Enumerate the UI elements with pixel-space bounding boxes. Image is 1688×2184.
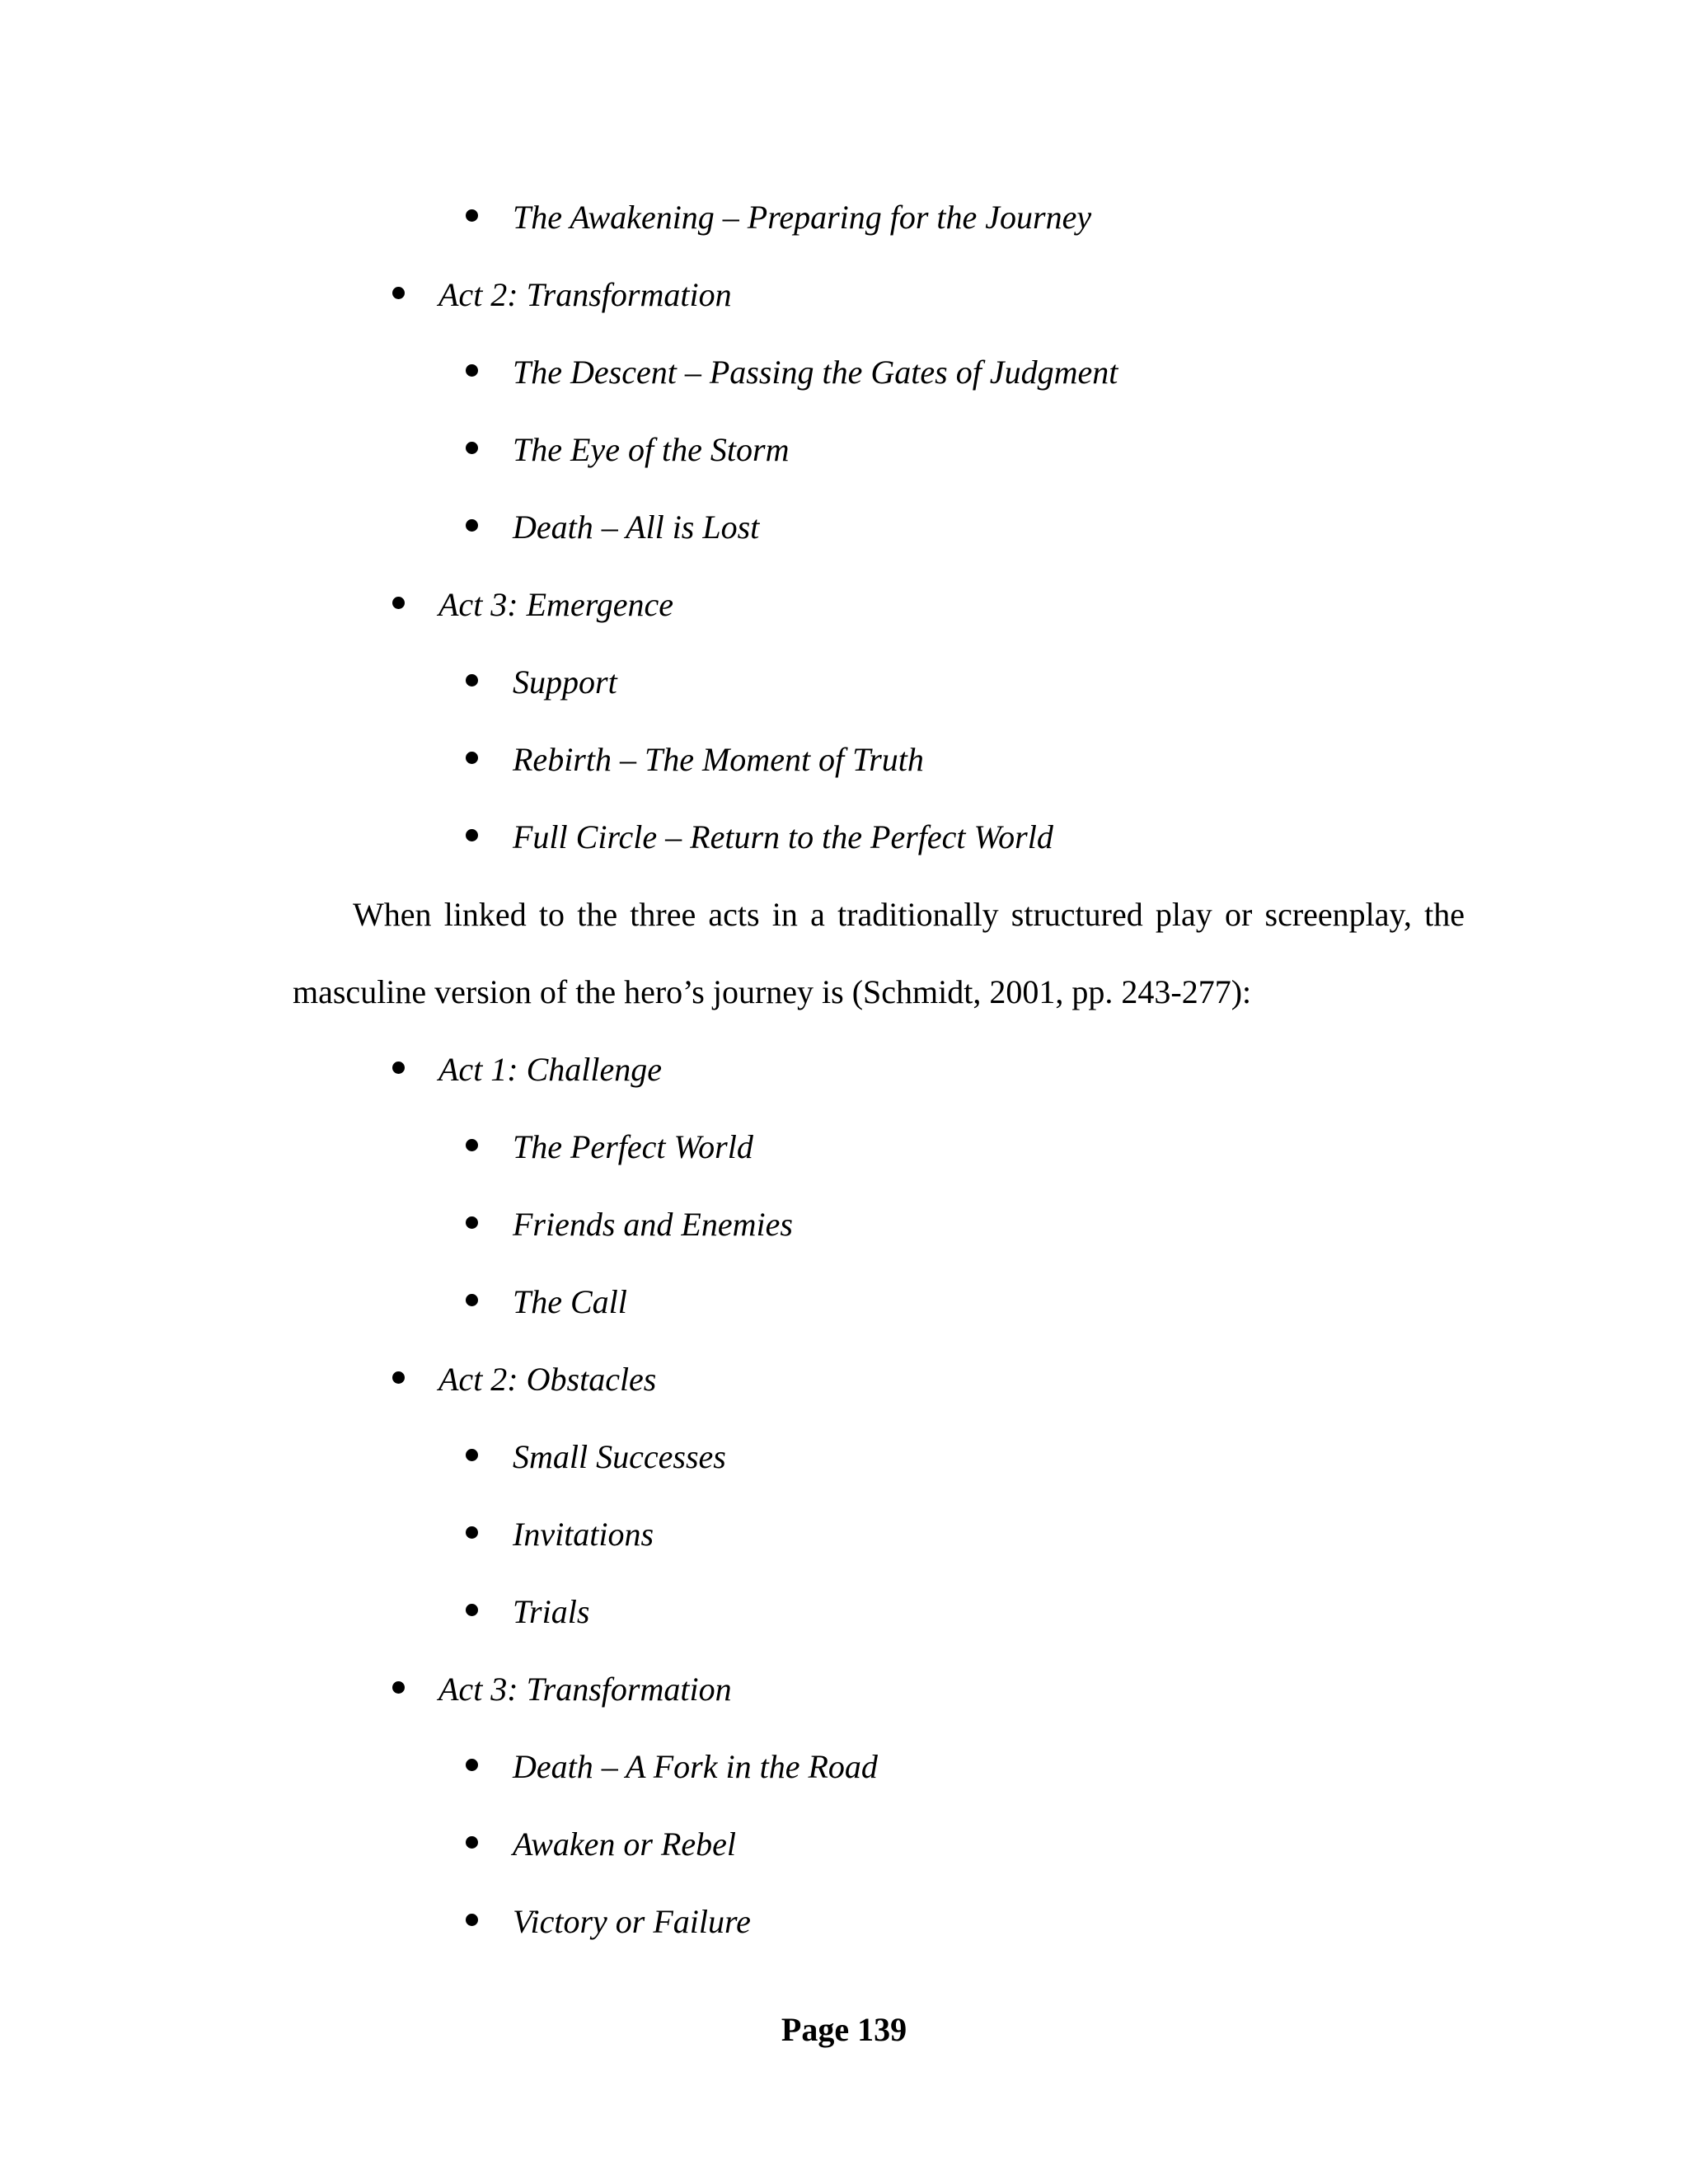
- bullet-icon: [466, 1294, 478, 1306]
- page-number: Page 139: [781, 2011, 907, 2048]
- list-item-text: The Awakening – Preparing for the Journey: [513, 199, 1092, 236]
- bullet-icon: [466, 752, 478, 764]
- list-item-text: Death – All is Lost: [513, 509, 760, 546]
- list-item-text: Act 3: Transformation: [438, 1671, 732, 1708]
- bullet-icon: [466, 829, 478, 841]
- bullet-icon: [466, 1139, 478, 1151]
- list-item-text: The Call: [513, 1283, 627, 1320]
- list-item-text: The Eye of the Storm: [513, 431, 790, 468]
- bullet-icon: [466, 1759, 478, 1771]
- list-item-text: Full Circle – Return to the Perfect World: [513, 818, 1053, 855]
- bullet-icon: [466, 364, 478, 377]
- list-item-text: Invitations: [513, 1516, 654, 1553]
- list-item-text: Act 3: Emergence: [438, 586, 674, 623]
- list-item-text: Friends and Enemies: [513, 1206, 793, 1243]
- bullet-icon: [466, 519, 478, 532]
- list-item-text: Trials: [513, 1593, 590, 1630]
- bullet-icon: [466, 1216, 478, 1229]
- list-item-text: Victory or Failure: [513, 1903, 751, 1940]
- bullet-icon: [466, 209, 478, 222]
- paragraph-line: When linked to the three acts in a traditionally structured play or screenplay, the: [353, 896, 1465, 933]
- list-item-text: Act 2: Obstacles: [438, 1361, 657, 1398]
- bullet-icon: [392, 597, 405, 609]
- list-item-text: Support: [513, 663, 617, 701]
- bullet-icon: [392, 287, 405, 299]
- list-item-text: Small Successes: [513, 1438, 726, 1475]
- bullet-icon: [392, 1062, 405, 1074]
- bullet-icon: [466, 1604, 478, 1616]
- list-item-text: Rebirth – The Moment of Truth: [513, 741, 924, 778]
- list-item-text: Act 2: Transformation: [438, 276, 732, 313]
- bullet-icon: [392, 1681, 405, 1694]
- list-item-text: Death – A Fork in the Road: [513, 1748, 878, 1785]
- list-item-text: The Descent – Passing the Gates of Judgment: [513, 354, 1118, 391]
- bullet-icon: [466, 1526, 478, 1539]
- bullet-icon: [392, 1371, 405, 1384]
- bullet-icon: [466, 674, 478, 687]
- bullet-icon: [466, 1449, 478, 1461]
- paragraph-line: masculine version of the hero’s journey is (Schmidt, 2001, pp. 243-277):: [293, 973, 1252, 1010]
- bullet-icon: [466, 1914, 478, 1926]
- list-item-text: Awaken or Rebel: [513, 1825, 737, 1863]
- list-item-text: The Perfect World: [513, 1128, 753, 1165]
- list-item-text: Act 1: Challenge: [438, 1051, 663, 1088]
- bullet-icon: [466, 442, 478, 454]
- bullet-icon: [466, 1836, 478, 1849]
